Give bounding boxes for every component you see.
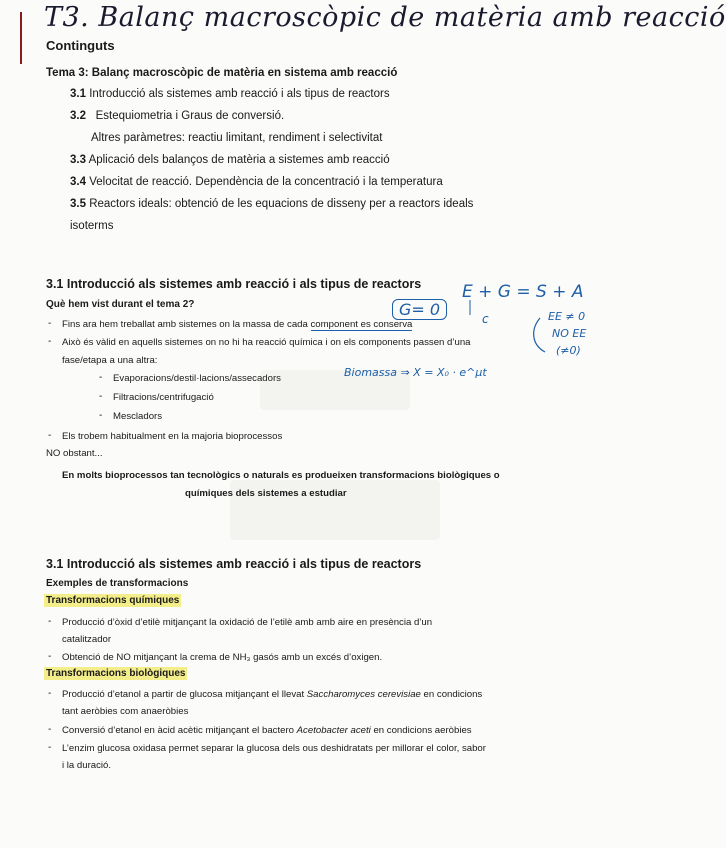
bullet-dash: - (48, 651, 52, 662)
underlined-phrase: component es conserva (310, 319, 413, 330)
bullet-dash: - (48, 616, 52, 627)
toc-num: 3.2 (70, 110, 86, 122)
annotation-ne0: (≠0) (556, 344, 581, 357)
chem-item-text-cont: catalitzador (62, 634, 112, 645)
section1-question: Què hem vist durant el tema 2? (46, 299, 195, 310)
bio-item-text-cont: tant aeròbies com anaeròbies (62, 706, 189, 717)
bullet-text-part: Fins ara hem treballat amb sistemes on la massa de cada (62, 319, 311, 330)
bullet-text: Els trobem habitualment en la majoria bioprocessos (62, 431, 283, 442)
bio-item-part: Conversió d’etanol en àcid acètic mitjançant el bactero (62, 725, 297, 736)
bullet-dash: - (48, 336, 52, 347)
bio-item-text (62, 725, 472, 736)
toc-num: 3.1 (70, 88, 86, 100)
toc-text: Estequiometria i Graus de conversió. (95, 110, 285, 122)
conclusion-text: En molts bioprocessos tan tecnològics o naturals es produeixen transformacions biològiques o (62, 470, 500, 481)
chem-item-text: Obtenció de NO mitjançant la crema de NH₃ gasós amb un excés d’oxigen. (62, 652, 383, 663)
bullet-dash: - (48, 724, 52, 735)
subbullet-text: Mescladors (113, 411, 163, 422)
toc-text: Reactors ideals: obtenció de les equacions de disseny per a reactors ideals (89, 198, 474, 210)
bullet-dash: - (48, 688, 52, 699)
toc-text: Aplicació dels balanços de matèria a sistemes amb reacció (88, 154, 390, 166)
bio-label (44, 668, 187, 679)
section1-title: 3.1 Introducció als sistemes amb reacció i als tipus de reactors (46, 277, 422, 291)
toc-text: Altres paràmetres: reactiu limitant, rendiment i selectivitat (91, 132, 383, 144)
subbullet-dash: - (99, 372, 103, 383)
annotation-equation: E + G = S + A (462, 282, 584, 302)
topic-title: Tema 3: Balanç macroscòpic de matèria en sistema amb reacció (46, 67, 398, 79)
bullet-dash: - (48, 318, 52, 329)
bio-item-text-cont: i la duració. (62, 760, 112, 771)
bio-item-part: en condicions (420, 689, 483, 700)
species-name: Acetobacter aceti (296, 725, 371, 736)
chem-label (44, 595, 181, 606)
chem-item-text: Producció d’òxid d’etilè mitjançant la oxidació de l’etilè amb amb aire en presència d’un (62, 617, 433, 628)
toc-num: 3.5 (70, 198, 86, 210)
boxed-equation: G= 0 (392, 299, 447, 320)
no-obstant-text: NO obstant... (46, 448, 103, 459)
subbullet-text: Filtracions/centrifugació (113, 392, 214, 403)
bio-item-part: Producció d’etanol a partir de glucosa mitjançant el llevat (62, 689, 307, 700)
section2-subheading: Exemples de transformacions (46, 578, 189, 589)
annotation-biomassa: Biomassa ⇒ X = X₀ · e^μt (344, 366, 487, 379)
annotation-ee: EE ≠ 0 (548, 310, 586, 323)
toc-num: 3.3 (70, 154, 86, 166)
subbullet-dash: - (99, 410, 103, 421)
conclusion-text-cont: químiques dels sistemes a estudiar (185, 488, 347, 499)
bio-item-text (62, 689, 482, 700)
toc-text: Introducció als sistemes amb reacció i als tipus de reactors (89, 88, 390, 100)
bio-item-text: L’enzim glucosa oxidasa permet separar la glucosa dels ous deshidratats per millorar el color, sabor (62, 743, 486, 754)
bullet-text-cont: fase/etapa a una altra: (62, 355, 158, 366)
bullet-dash: - (48, 430, 52, 441)
bracket-stroke (534, 318, 545, 352)
handwritten-title: T3. Balanç macroscòpic de matèria amb reacció (44, 2, 726, 33)
toc-num: 3.4 (70, 176, 86, 188)
subbullet-text: Evaporacions/destil·lacions/assecadors (113, 373, 281, 384)
species-name: Saccharomyces cerevisiae (306, 689, 421, 700)
bullet-text: Això és vàlid en aquells sistemes on no hi ha reacció química i on els components passen d’una (62, 337, 471, 348)
toc-text: Velocitat de reacció. Dependència de la concentració i la temperatura (89, 176, 443, 188)
bio-item-part: en condicions aeròbies (370, 725, 472, 736)
annotation-no-ee: NO EE (552, 327, 587, 340)
highlighted-label: Transformacions químiques (46, 595, 180, 606)
contents-heading: Continguts (46, 38, 115, 53)
toc-text: isoterms (70, 220, 114, 232)
highlighted-label: Transformacions biològiques (46, 668, 186, 679)
subbullet-dash: - (99, 391, 103, 402)
section2-title: 3.1 Introducció als sistemes amb reacció i als tipus de reactors (46, 557, 422, 571)
annotation-c: c (482, 312, 489, 326)
bullet-dash: - (48, 742, 52, 753)
